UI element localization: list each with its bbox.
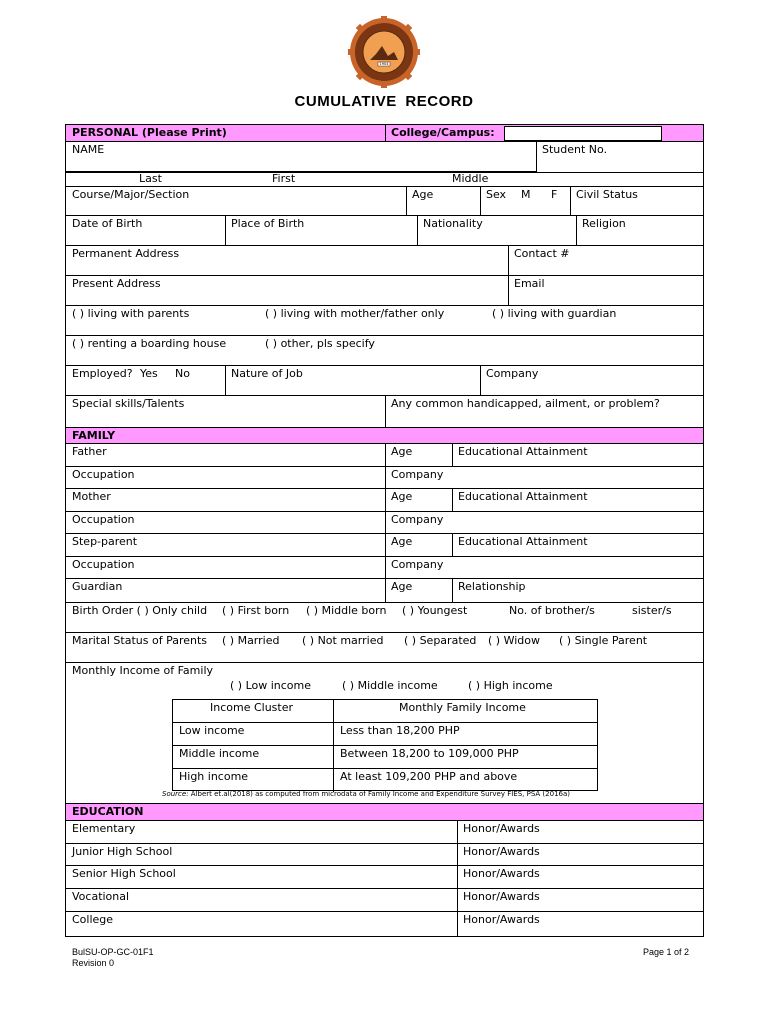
course-row [66, 186, 703, 216]
sisters-label: sister/s [632, 604, 672, 617]
special-skills-label: Special skills/Talents [72, 397, 185, 410]
mother-row [66, 489, 703, 512]
employed-label: Employed? [72, 367, 133, 380]
table-row [173, 769, 597, 792]
option-living-mother-father[interactable]: ( ) living with mother/father only [265, 307, 445, 320]
first-name-label: First [272, 172, 296, 185]
option-widow[interactable]: ( ) Widow [488, 634, 540, 647]
senior-high-label: Senior High School [72, 867, 176, 880]
page-title: CUMULATIVE RECORD [294, 93, 474, 110]
vocational-honor-label: Honor/Awards [463, 890, 540, 903]
mother-company-label: Company [391, 513, 444, 526]
civil-status-label: Civil Status [576, 188, 638, 201]
personal-section-header [66, 125, 703, 142]
birth-row [66, 216, 703, 246]
marital-status-label: Marital Status of Parents [72, 634, 208, 647]
father-occupation-row [66, 467, 703, 489]
income-table-header-row [173, 700, 597, 723]
birth-order-only-child[interactable]: Birth Order ( ) Only child [72, 604, 208, 617]
contact-label: Contact # [514, 247, 570, 260]
option-middle-income[interactable]: ( ) Middle income [342, 679, 438, 692]
university-seal-logo [348, 16, 420, 88]
education-row [66, 866, 703, 889]
option-boarding-house[interactable]: ( ) renting a boarding house [72, 337, 227, 350]
employed-yes-option[interactable]: Yes [140, 367, 158, 380]
mother-occupation-label: Occupation [72, 513, 135, 526]
step-parent-education-label: Educational Attainment [458, 535, 588, 548]
mother-education-label: Educational Attainment [458, 490, 588, 503]
mother-label: Mother [72, 490, 111, 503]
education-section-header [66, 804, 703, 821]
step-parent-occupation-row [66, 557, 703, 579]
personal-header-label: PERSONAL (Please Print) [72, 126, 227, 139]
table-row [173, 723, 597, 746]
guardian-row [66, 579, 703, 603]
step-parent-label: Step-parent [72, 535, 138, 548]
education-row [66, 821, 703, 844]
middle-name-label: Middle [452, 172, 489, 185]
sex-f-option[interactable]: F [551, 188, 558, 201]
course-label: Course/Major/Section [72, 188, 190, 201]
college-campus-field[interactable] [504, 126, 662, 141]
junior-high-honor-label: Honor/Awards [463, 845, 540, 858]
income-cluster-table [172, 699, 598, 791]
elementary-honor-label: Honor/Awards [463, 822, 540, 835]
age-label: Age [412, 188, 434, 201]
income-source-note [162, 790, 570, 798]
senior-high-honor-label: Honor/Awards [463, 867, 540, 880]
father-label: Father [72, 445, 107, 458]
seal-year: 1904 [379, 62, 389, 66]
birth-order-first-born[interactable]: ( ) First born [222, 604, 290, 617]
income-range-cell: Between 18,200 to 109,000 PHP [340, 747, 519, 760]
education-header-label: EDUCATION [72, 805, 144, 818]
source-label: Source: [162, 790, 189, 798]
employed-no-option[interactable]: No [175, 367, 190, 380]
college-label: College [72, 913, 114, 926]
handicap-label: Any common handicapped, ailment, or problem? [391, 397, 660, 410]
step-parent-age-label: Age [391, 535, 413, 548]
income-range-cell: At least 109,200 PHP and above [340, 770, 518, 783]
monthly-family-income-header: Monthly Family Income [399, 701, 526, 714]
income-cluster-cell: Low income [179, 724, 245, 737]
education-row [66, 844, 703, 866]
mother-occupation-row [66, 512, 703, 534]
religion-label: Religion [582, 217, 626, 230]
step-parent-occupation-label: Occupation [72, 558, 135, 571]
college-campus-label: College/Campus: [391, 126, 495, 139]
employment-row [66, 366, 703, 396]
college-honor-label: Honor/Awards [463, 913, 540, 926]
father-age-label: Age [391, 445, 413, 458]
place-of-birth-label: Place of Birth [231, 217, 305, 230]
sex-m-option[interactable]: M [521, 188, 531, 201]
option-living-parents[interactable]: ( ) living with parents [72, 307, 190, 320]
father-occupation-label: Occupation [72, 468, 135, 481]
option-separated[interactable]: ( ) Separated [404, 634, 477, 647]
education-row [66, 889, 703, 912]
father-company-label: Company [391, 468, 444, 481]
source-text: Albert et.al(2018) as computed from microdata of Family Income and Expenditure Survey FIES, PSA (2016a) [188, 790, 571, 798]
page-number: Page 1 of 2 [643, 947, 690, 957]
present-address-label: Present Address [72, 277, 161, 290]
family-section-header [66, 428, 703, 444]
monthly-income-label: Monthly Income of Family [72, 664, 214, 677]
option-other[interactable]: ( ) other, pls specify [265, 337, 375, 350]
option-living-guardian[interactable]: ( ) living with guardian [492, 307, 617, 320]
student-no-label: Student No. [542, 143, 608, 156]
date-of-birth-label: Date of Birth [72, 217, 143, 230]
option-not-married[interactable]: ( ) Not married [302, 634, 384, 647]
step-parent-company-label: Company [391, 558, 444, 571]
email-label: Email [514, 277, 545, 290]
birth-order-middle-born[interactable]: ( ) Middle born [306, 604, 387, 617]
nationality-label: Nationality [423, 217, 483, 230]
father-education-label: Educational Attainment [458, 445, 588, 458]
permanent-address-label: Permanent Address [72, 247, 180, 260]
name-label: NAME [72, 143, 105, 156]
income-cluster-header: Income Cluster [210, 701, 294, 714]
marital-status-row [66, 633, 703, 663]
mother-age-label: Age [391, 490, 413, 503]
birth-order-youngest[interactable]: ( ) Youngest [402, 604, 468, 617]
option-high-income[interactable]: ( ) High income [468, 679, 553, 692]
option-low-income[interactable]: ( ) Low income [230, 679, 312, 692]
living-arrangement-row-2 [66, 336, 703, 366]
revision-label: Revision 0 [72, 958, 115, 968]
sex-label: Sex [486, 188, 507, 201]
father-row [66, 444, 703, 467]
junior-high-label: Junior High School [72, 845, 173, 858]
income-range-cell: Less than 18,200 PHP [340, 724, 460, 737]
education-row [66, 912, 703, 936]
family-header-label: FAMILY [72, 429, 116, 442]
form-code: BulSU-OP-GC-01F1 [72, 947, 154, 957]
step-parent-row [66, 534, 703, 557]
nature-of-job-label: Nature of Job [231, 367, 303, 380]
guardian-label: Guardian [72, 580, 123, 593]
birth-order-row [66, 603, 703, 633]
option-single-parent[interactable]: ( ) Single Parent [559, 634, 648, 647]
elementary-label: Elementary [72, 822, 136, 835]
option-married[interactable]: ( ) Married [222, 634, 280, 647]
permanent-address-row [66, 246, 703, 276]
skills-row [66, 396, 703, 428]
name-sublabels-row [66, 173, 703, 187]
income-cluster-cell: Middle income [179, 747, 260, 760]
guardian-age-label: Age [391, 580, 413, 593]
company-label: Company [486, 367, 539, 380]
no-brothers-label: No. of brother/s [509, 604, 595, 617]
present-address-row [66, 276, 703, 306]
relationship-label: Relationship [458, 580, 526, 593]
last-name-label: Last [139, 172, 162, 185]
table-row [173, 746, 597, 769]
vocational-label: Vocational [72, 890, 130, 903]
cumulative-record-form [65, 124, 704, 937]
name-row [66, 142, 703, 173]
income-cluster-cell: High income [179, 770, 249, 783]
living-arrangement-row-1 [66, 306, 703, 336]
